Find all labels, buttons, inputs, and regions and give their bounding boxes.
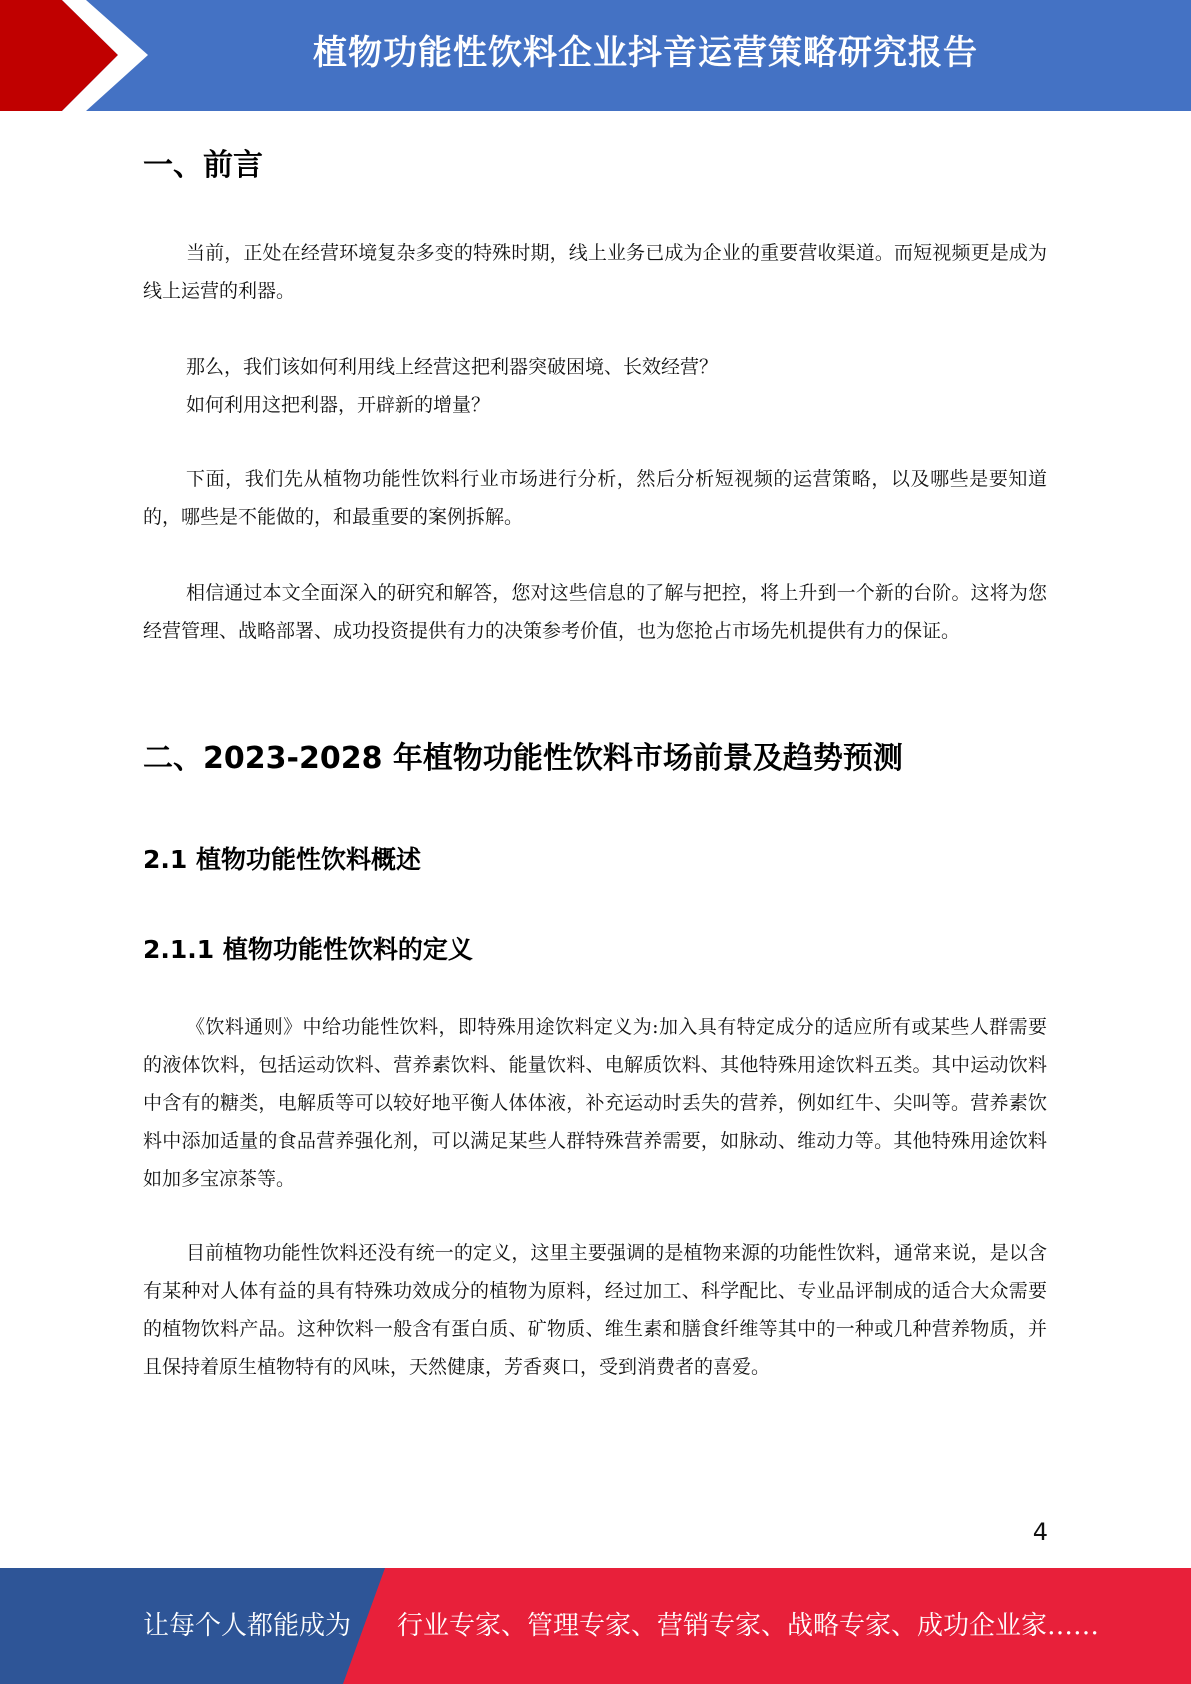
paragraph: 目前植物功能性饮料还没有统一的定义，这里主要强调的是植物来源的功能性饮料，通常来说，是以含有某种对人体有益的具有特殊功效成分的植物为原料，经过加工、科学配比、专业品评制成的适合大众需要的植物饮料产品。这种饮料一般含有蛋白质、矿物质、维生素和膳食纤维等其中的一种或几种营养物质，并且保持着原生植物特有的风味，天然健康，芳香爽口，受到消费者的喜爱。 <box>143 1242 1047 1378</box>
paragraph: 相信通过本文全面深入的研究和解答，您对这些信息的了解与把控，将上升到一个新的台阶。这将为您经营管理、战略部署、成功投资提供有力的决策参考价值，也为您抢占市场先机提供有力的保证。 <box>143 582 1047 642</box>
footer-banner <box>0 1568 1191 1684</box>
paragraph: 当前，正处在经营环境复杂多变的特殊时期，线上业务已成为企业的重要营收渠道。而短视频更是成为线上运营的利器。 <box>143 242 1047 302</box>
report-title: 植物功能性饮料企业抖音运营策略研究报告 <box>313 33 978 73</box>
footer-slogan-right: 行业专家、管理专家、营销专家、战略专家、成功企业家…… <box>397 1611 1100 1641</box>
subsection-heading: 2.1 植物功能性饮料概述 <box>143 845 421 874</box>
question-line: 如何利用这把利器，开辟新的增量？ <box>186 394 491 416</box>
footer-slogan-left: 让每个人都能成为 <box>143 1611 352 1641</box>
red-arrow-graphic <box>0 0 160 111</box>
page-number: 4 <box>1032 1518 1048 1546</box>
section-heading-preface: 一、前言 <box>143 148 263 183</box>
question-line: 那么，我们该如何利用线上经营这把利器突破困境、长效经营？ <box>186 356 719 378</box>
subsection-heading: 2.1.1 植物功能性饮料的定义 <box>143 935 473 964</box>
paragraph: 下面，我们先从植物功能性饮料行业市场进行分析，然后分析短视频的运营策略，以及哪些是要知道的，哪些是不能做的，和最重要的案例拆解。 <box>143 468 1047 528</box>
header-banner <box>0 0 1191 111</box>
paragraph: 《饮料通则》中给功能性饮料，即特殊用途饮料定义为:加入具有特定成分的适应所有或某些人群需要的液体饮料，包括运动饮料、营养素饮料、能量饮料、电解质饮料、其他特殊用途饮料五类。其中运动饮料中含有的糖类，电解质等可以较好地平衡人体体液，补充运动时丢失的营养，例如红牛、尖叫等。营养素饮料中添加适量的食品营养强化剂，可以满足某些人群特殊营养需要，如脉动、维动力等。其他特殊用途饮料如加多宝凉茶等。 <box>143 1016 1047 1190</box>
section-heading-market: 二、2023-2028 年植物功能性饮料市场前景及趋势预测 <box>143 741 903 776</box>
